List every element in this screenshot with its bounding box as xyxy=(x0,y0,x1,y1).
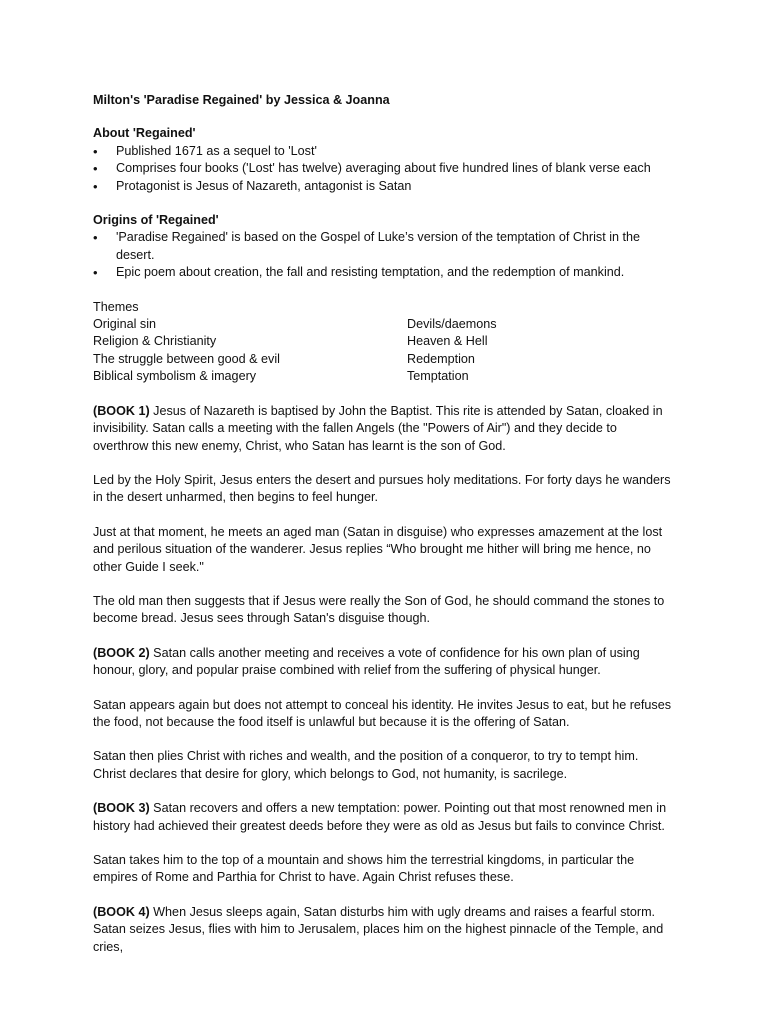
book-label: (BOOK 1) xyxy=(93,403,150,418)
paragraph-book-1 xyxy=(93,403,673,455)
paragraph-book-4 xyxy=(93,904,673,956)
themes-section xyxy=(93,299,673,386)
paragraph-text: Satan then plies Christ with riches and wealth, and the position of a conqueror, to try to tempt him. Christ declares that desire for glory, which belongs to God, not humanity, is sacrilege. xyxy=(93,749,639,781)
themes-table xyxy=(93,316,673,386)
paragraph-book-3 xyxy=(93,800,673,835)
book-label: (BOOK 3) xyxy=(93,801,150,816)
paragraph xyxy=(93,852,673,887)
paragraph xyxy=(93,748,673,783)
origins-list xyxy=(93,229,673,281)
theme-item: Original sin xyxy=(93,317,156,332)
theme-item: Redemption xyxy=(407,351,475,366)
list-item: • Comprises four books ('Lost' has twelve) averaging about five hundred lines of blank verse each xyxy=(93,160,673,177)
paragraph-text: When Jesus sleeps again, Satan disturbs him with ugly dreams and raises a fearful storm. Satan seizes Jesus, flies with him to Jerusalem, places him on the highest pinnacle of the Temple, and cries, xyxy=(93,904,664,954)
origins-heading: Origins of 'Regained' xyxy=(93,213,219,228)
paragraph-text: Satan takes him to the top of a mountain and shows him the terrestrial kingdoms, in particular the empires of Rome and Parthia for Christ to have. Again Christ refuses these. xyxy=(93,853,635,885)
theme-item: Religion & Christianity xyxy=(93,334,217,349)
paragraph xyxy=(93,524,673,576)
about-heading: About 'Regained' xyxy=(93,126,196,141)
list-item: • 'Paradise Regained' is based on the Gospel of Luke’s version of the temptation of Christ in the desert. xyxy=(93,229,673,264)
paragraph-text: The old man then suggests that if Jesus were really the Son of God, he should command the stones to become bread. Jesus sees through Satan's disguise though. xyxy=(93,593,665,626)
paragraph xyxy=(93,472,673,507)
theme-item: The struggle between good & evil xyxy=(93,351,280,366)
list-item: • Epic poem about creation, the fall and resisting temptation, and the redemption of mankind. xyxy=(93,264,673,281)
book-label: (BOOK 4) xyxy=(93,904,150,919)
themes-heading: Themes xyxy=(93,299,139,314)
paragraph-text: Led by the Holy Spirit, Jesus enters the desert and pursues holy meditations. For forty days he wanders in the desert unharmed, then begins to feel hunger. xyxy=(93,472,671,505)
paragraph-text: Jesus of Nazareth is baptised by John the Baptist. This rite is attended by Satan, cloaked in invisibility. Satan calls a meeting with the fallen Angels (the "Powers of Air") and they decide to overthrow this new enemy, Christ, who Satan has learnt is the son of God. xyxy=(93,403,663,453)
paragraph xyxy=(93,593,673,628)
theme-item: Heaven & Hell xyxy=(407,334,488,349)
document-body xyxy=(93,92,673,973)
paragraph-text: Satan calls another meeting and receives a vote of confidence for his own plan of using honour, glory, and popular praise combined with relief from the suffering of physical hunger. xyxy=(93,645,640,678)
document-title: Milton's 'Paradise Regained' by Jessica & Joanna xyxy=(93,93,390,107)
list-item: • Protagonist is Jesus of Nazareth, antagonist is Satan xyxy=(93,178,673,195)
theme-item: Temptation xyxy=(407,369,469,384)
list-item: • Published 1671 as a sequel to 'Lost' xyxy=(93,143,673,160)
paragraph-text: Satan appears again but does not attempt to conceal his identity. He invites Jesus to eat, but he refuses the food, not because the food itself is unlawful but because it is the offering of Satan. xyxy=(93,697,672,729)
origins-section xyxy=(93,212,673,282)
theme-item: Devils/daemons xyxy=(407,317,497,332)
paragraph xyxy=(93,697,673,732)
theme-item: Biblical symbolism & imagery xyxy=(93,369,257,384)
about-section xyxy=(93,125,673,195)
paragraph-text: Just at that moment, he meets an aged man (Satan in disguise) who expresses amazement at the lost and perilous situation of the wanderer. Jesus replies “Who brought me hither will bring me hence, no other Guide I seek." xyxy=(93,524,663,574)
about-list xyxy=(93,143,673,195)
paragraph-book-2 xyxy=(93,645,673,680)
book-label: (BOOK 2) xyxy=(93,645,150,660)
paragraph-text: Satan recovers and offers a new temptation: power. Pointing out that most renowned men in history had achieved their greatest deeds before they were as old as Jesus but fails to convince Christ. xyxy=(93,801,667,833)
